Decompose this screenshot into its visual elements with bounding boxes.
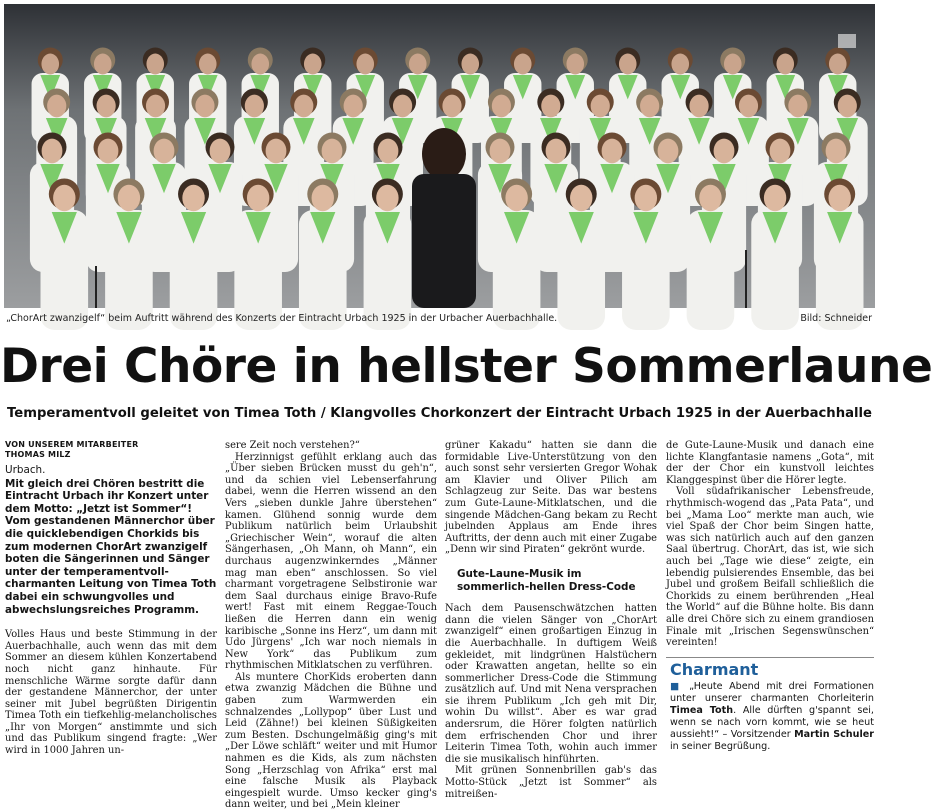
photo-credit: Bild: Schneider <box>800 313 872 324</box>
choir-photo <box>4 4 875 308</box>
body-paragraph: Herzinnigst gefühlt erklang auch das „Über sieben Brücken musst du geh'n“, und da schien viel Lebenserfahrung dabei, wenn die Herren wissend an den Vers „sieben dunkle Jahre überstehen“ kamen. Glühend sonnig wurde dem Publikum natürlich beim Urlaubshit „Griechischer Wein“, worauf die alten Sängerhasen, „Oh Mann, oh Mann“, ein durchaus augenzwinkerndes „Männer mag man eben“ anschlossen. So viel charmant vorgetragene Selbstironie war dem Saal durchaus einige Bravo-Rufe wert! Fast mit einem Reggae-Touch ließen die Herren dann ein wenig karibische „Sonne ins Herz“, um dann mit Udo Jürgens' „Ich war noch niemals in New York“ das Publikum zum rhythmischen Mitklatschen zu verführen. <box>225 451 437 672</box>
body-paragraph: grüner Kakadu“ hatten sie dann die formidable Live-Unterstützung von den auch sonst sehr versierten Gregor Wohak am Klavier und Oliver Pilich am Schlagzeug zur Seite. Das war bestens zum Gute-Laune-Mitklatschen, und die singende Mädchen-Gang bekam zu Recht jubelnden Applaus am Ende ihres Auftritts, der denn auch mit einer Zugabe „Denn wir sind Piraten“ gekrönt wurde. <box>445 440 657 556</box>
article-column-4 <box>666 440 874 766</box>
info-box-text <box>666 681 874 753</box>
photo-caption <box>6 313 872 327</box>
quote-name-chair: Martin Schuler <box>794 729 874 741</box>
article-column-1 <box>5 440 217 766</box>
choir-photo-illustration <box>4 4 875 308</box>
body-paragraph: de Gute-Laune-Musik und danach eine lichte Klangfantasie namens „Gota“, mit der der Chor ein kunstvoll leichtes Klanggespinst über die Hörer legte. <box>666 440 874 486</box>
body-paragraph: Mit grünen Sonnenbrillen gab's das Motto-Stück „Jetzt ist Sommer“ als mitreißen- <box>445 765 657 800</box>
lead-text: Mit gleich drei Chören bestritt die Eintracht Urbach ihr Konzert unter dem Motto: „Jetzt ist Sommer“! Vom gestandenen Männerchor über die quicklebendigen Chorkids bis zum modernen ChorArt zwanzigelf boten die Sängerinnen und Sänger unter der temperamentvoll-charmanten Leitung von Timea Toth dabei ein schwungvolles und abwechslungsreiches Programm. <box>5 477 217 616</box>
body-paragraph: Volles Haus und beste Stimmung in der Auerbachhalle, auch wenn das mit dem Sommer an diesem kühlen Konzertabend noch nicht ganz hinhaute. Für menschliche Wärme sorgte dafür dann der gestandene Männerchor, der unter seiner mit Jubel begrüßten Dirigentin Timea Toth ein tiefkehlig-melancholisches „Ihr von Morgen“ anstimmte und sich und das Publikum singend fragte: „Wer wird in 1000 Jahren un- <box>5 629 217 757</box>
photo-caption-text: „ChorArt zwanzigelf“ beim Auftritt während des Konzerts der Eintracht Urbach 1925 in der Urbacher Auerbachhalle. <box>6 313 558 324</box>
quote-text: „Heute Abend mit drei Formationen unter unserer charmanten Chorleiterin <box>670 681 874 705</box>
body-paragraph: Als muntere ChorKids eroberten dann etwa zwanzig Mädchen die Bühne und gaben zum Warmwerden ein schnalzendes „Lollypop“ über Lust und Leid (Zähne!) bei kleinen Süßigkeiten zum Besten. Dschungelmäßig ging's mit „Der Löwe schläft“ weiter und mit Humor nahmen es die Kids, als zum nächsten Song „Herzschlag von Afrika“ erst mal eine falsche Musik als Playback eingespielt wurde. Umso kecker ging's dann weiter, und bei „Mein kleiner <box>225 671 437 811</box>
byline-role: VON UNSEREM MITARBEITER <box>5 440 139 449</box>
quote-text: . Alle dürften g'spannt sei, wenn se nach vorn kommt, wie se heut aussieht!“ – Vorsitzender <box>670 705 874 741</box>
article-column-3 <box>445 440 657 800</box>
body-paragraph: Nach dem Pausenschwätzchen hatten dann die vielen Sänger von „ChorArt zwanzigelf“ einen großartigen Einzug in die Auerbachhalle. In duftigem Weiß gekleidet, mit lindgrünen Halstüchern oder Krawatten angetan, hellte so ein sommerlicher Dress-Code die Stimmung zusätzlich auf. Und mit Nena versprachen sie ihrem Publikum „Ich geh mit Dir, wohin Du willst“. Aber es war grad andersrum, die Hörer folgten natürlich dem erfrischenden Chor und ihrer Leiterin Timea Toth, wohin auch immer die sie musikalisch hinführten. <box>445 603 657 765</box>
byline-author: THOMAS MILZ <box>5 450 71 459</box>
info-box-title: Charmant <box>670 659 759 679</box>
quote-text: in seiner Begrüßung. <box>670 741 771 753</box>
section-subheading: Gute-Laune-Musik im sommerlich-hellen Dress-Code <box>457 567 636 593</box>
headline: Drei Chöre in hellster Sommerlaune <box>0 339 932 394</box>
quote-name-conductor: Timea Toth <box>670 705 734 717</box>
lead-paragraph <box>5 464 217 616</box>
body-paragraph: sere Zeit noch verstehen?“ <box>225 440 360 451</box>
article-column-2 <box>225 440 437 811</box>
dateline: Urbach. <box>5 464 46 476</box>
box-divider <box>666 657 874 658</box>
bullet-square-icon: ■ <box>670 681 683 693</box>
subheadline: Temperamentvoll geleitet von Timea Toth / Klangvolles Chorkonzert der Eintracht Urbach 1925 in der Auerbachhalle <box>7 406 872 421</box>
body-paragraph: Voll südafrikanischer Lebensfreude, rhythmisch-wogend das „Pata Pata“, und bei „Mama Loo“ merkte man auch, wie viel Spaß der Chor beim Singen hatte, was sich natürlich auch auf den ganzen Saal übertrug. ChorArt, das ist, wie sich auch bei „Tage wie diese“ zeigte, ein lebendig pulsierendes Ensemble, das bei Jubel und großem Beifall schließlich die Chorkids zu einem berührenden „Heal the World“ auf die Bühne holte. Bis dann alle drei Chöre sich zu einem grandiosen Finale mit „Irischen Segenswünschen“ vereinten! <box>666 486 874 649</box>
stage-light <box>838 34 856 48</box>
